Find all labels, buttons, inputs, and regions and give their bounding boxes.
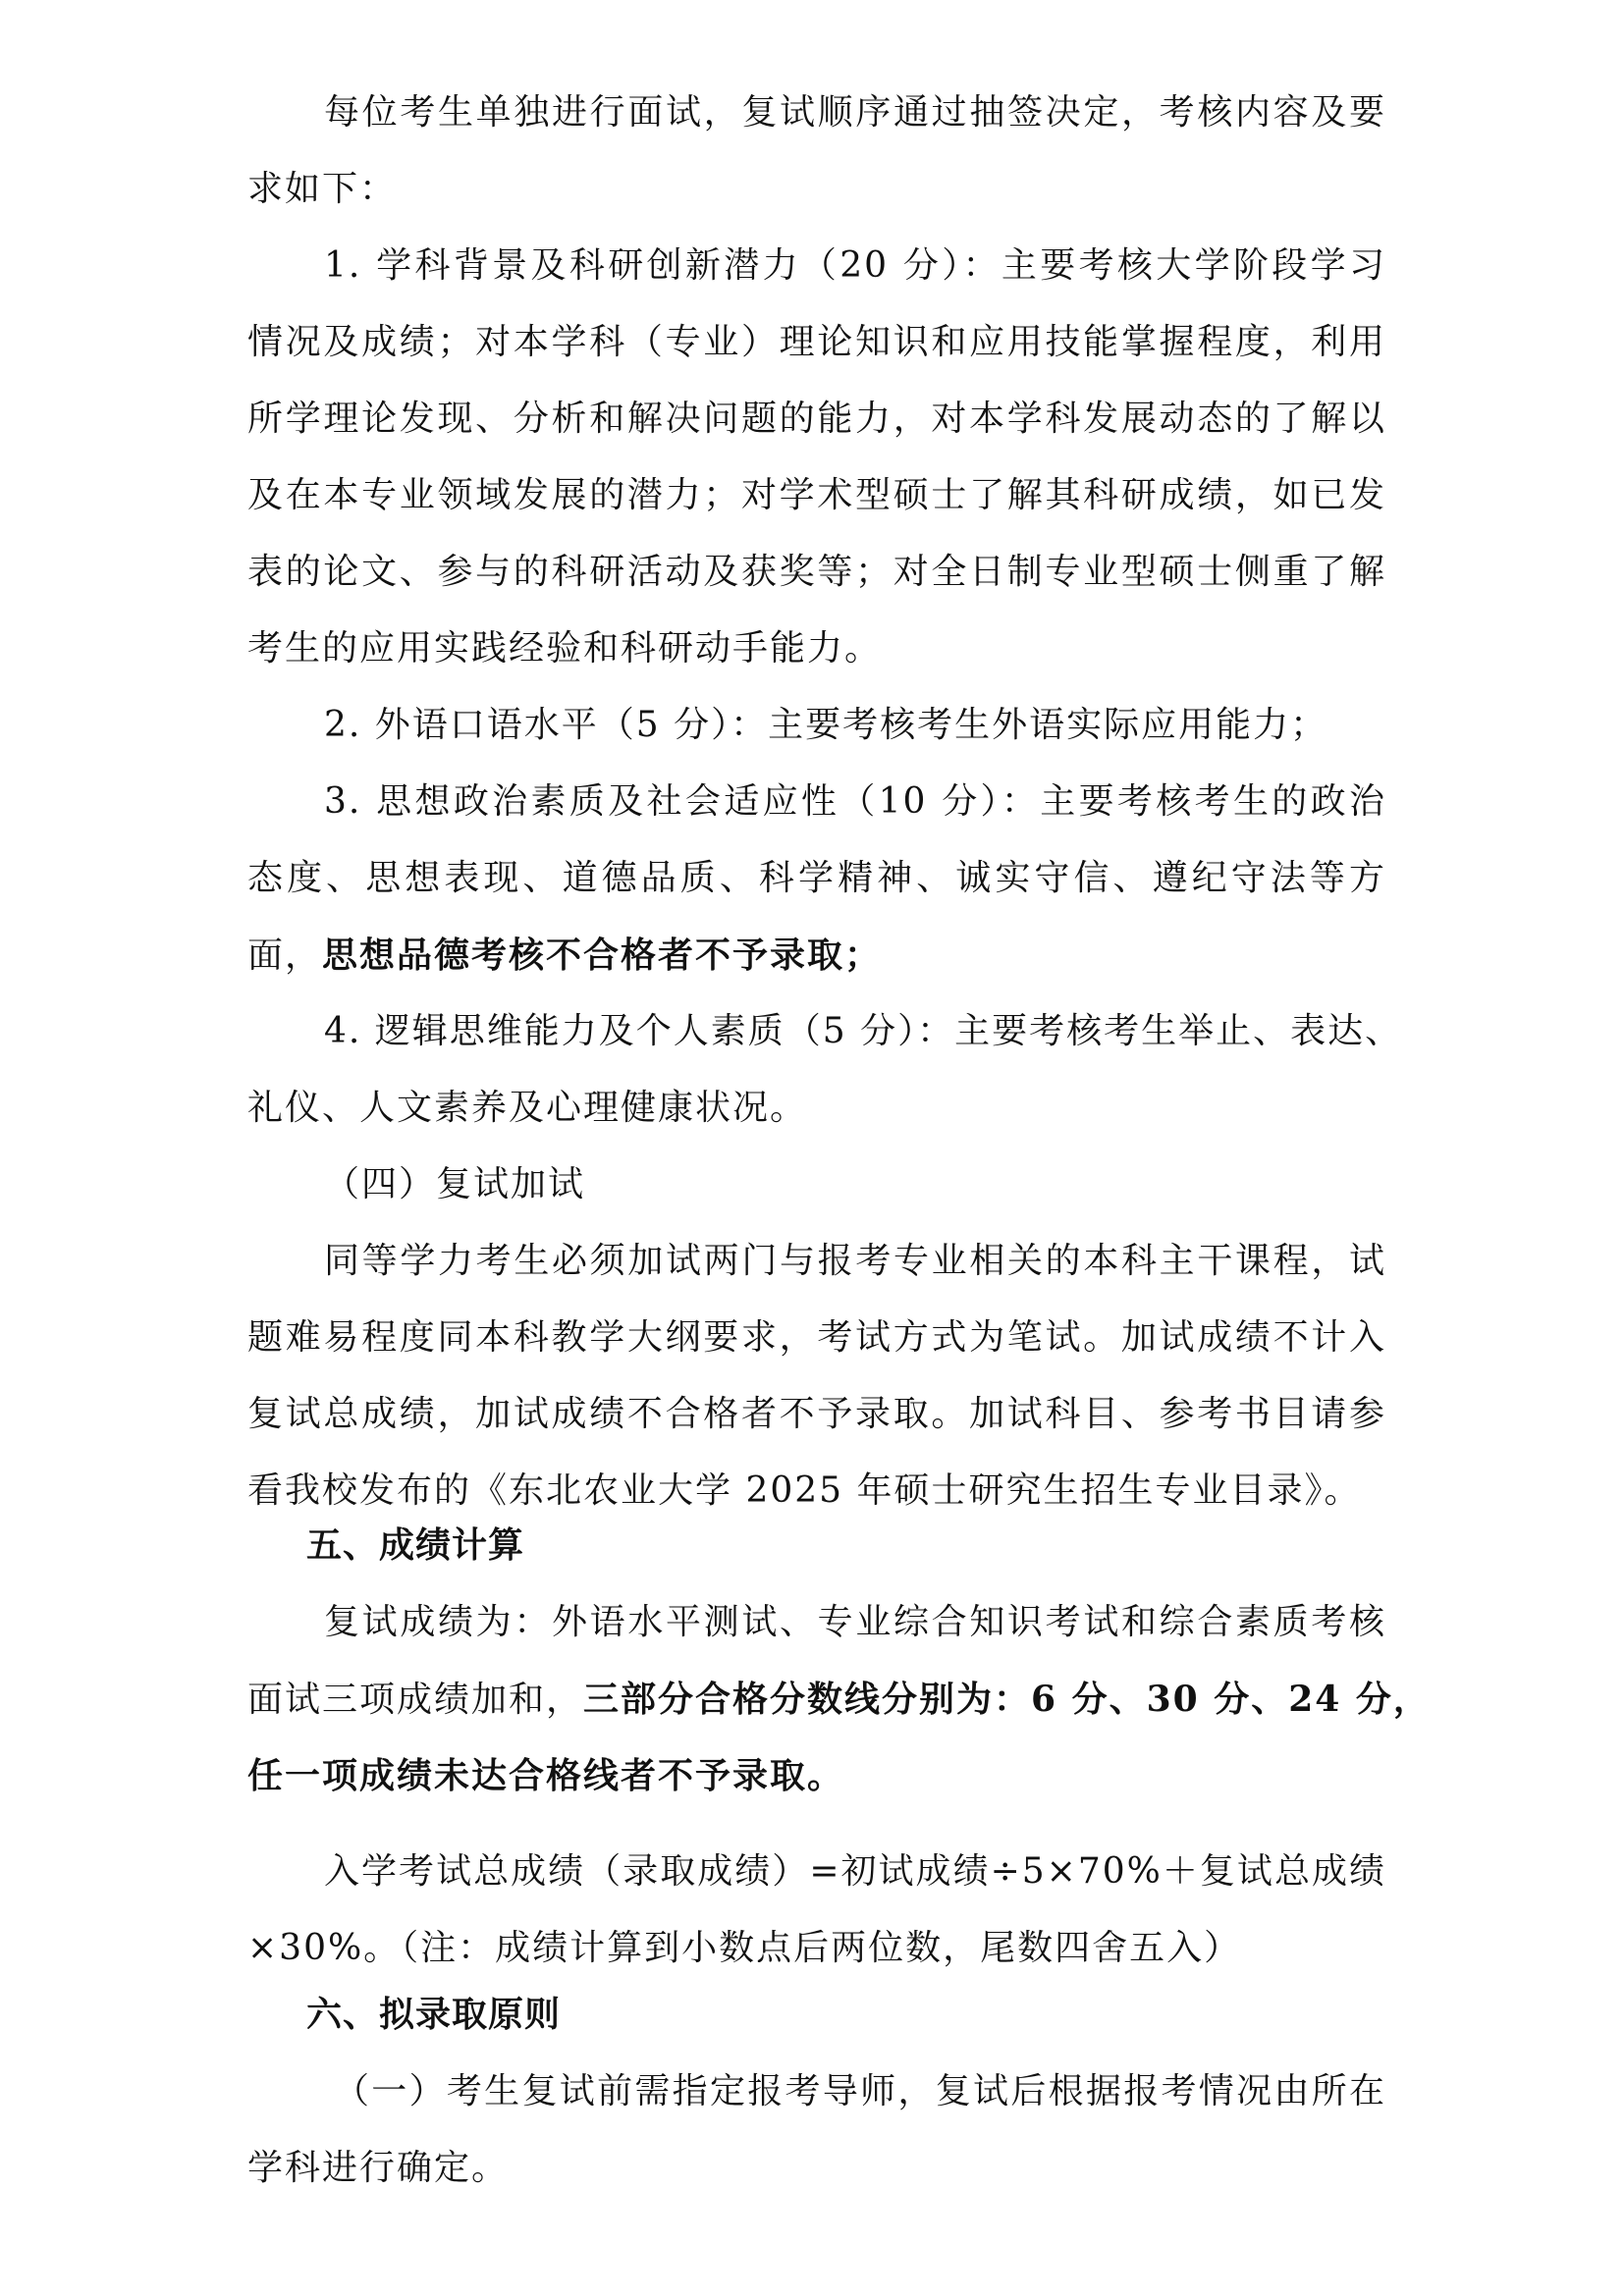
sub4-line-2: 题难易程度同本科教学大纲要求，考试方式为笔试。加试成绩不计入 [247,1317,1386,1358]
sub4-line-4: 看我校发布的《东北农业大学 2025 年硕士研究生招生专业目录》。 [247,1470,1362,1511]
sub4-line-1: 同等学力考生必须加试两门与报考专业相关的本科主干课程，试 [324,1241,1386,1281]
sec5-line-2 [247,1678,1431,1722]
item1-line-2: 情况及成绩；对本学科（专业）理论知识和应用技能掌握程度，利用 [247,322,1386,362]
item1-line-4: 及在本专业领域发展的潜力；对学术型硕士了解其科研成绩，如已发 [247,475,1386,515]
sec5-line-2-bold: 三部分合格分数线分别为：6 分、30 分、24 分， [583,1679,1431,1720]
item3-line-1: 3. 思想政治素质及社会适应性（10 分）：主要考核考生的政治 [324,781,1386,822]
item2-line: 2. 外语口语水平（5 分）：主要考核考生外语实际应用能力； [324,705,1328,745]
item1-line-5: 表的论文、参与的科研活动及获奖等；对全日制专业型硕士侧重了解 [247,552,1386,592]
sec6-item1-line-2: 学科进行确定。 [247,2148,510,2188]
item1-line-1: 1. 学科背景及科研创新潜力（20 分）：主要考核大学阶段学习 [324,245,1386,286]
formula-line-1: 入学考试总成绩（录取成绩）=初试成绩÷5×70%＋复试总成绩 [324,1851,1386,1892]
sub4-heading: （四）复试加试 [324,1164,586,1204]
item1-line-6: 考生的应用实践经验和科研动手能力。 [247,628,883,668]
formula-line-2: ×30%。（注：成绩计算到小数点后两位数，尾数四舍五入） [247,1928,1242,1968]
sec5-line-3: 任一项成绩未达合格线者不予录取。 [247,1755,845,1796]
intro-line-2: 求如下： [247,169,398,209]
sec5-heading: 五、成绩计算 [306,1525,525,1566]
sec5-line-2-plain: 面试三项成绩加和， [247,1680,584,1720]
item3-line-2: 态度、思想表现、道德品质、科学精神、诚实守信、遵纪守法等方 [247,858,1386,898]
item1-line-3: 所学理论发现、分析和解决问题的能力，对本学科发展动态的了解以 [247,399,1386,439]
item3-line-3 [247,934,1386,978]
intro-line-1: 每位考生单独进行面试，复试顺序通过抽签决定，考核内容及要 [324,92,1386,133]
sub4-line-3: 复试总成绩，加试成绩不合格者不予录取。加试科目、参考书目请参 [247,1394,1386,1434]
sec5-line-1: 复试成绩为：外语水平测试、专业综合知识考试和综合素质考核 [324,1602,1386,1642]
sec6-item1-line-1: （一）考生复试前需指定报考导师，复试后根据报考情况由所在 [334,2071,1386,2111]
item4-line-2: 礼仪、人文素养及心理健康状况。 [247,1088,808,1128]
item4-line-1: 4. 逻辑思维能力及个人素质（5 分）：主要考核考生举止、表达、 [324,1011,1403,1051]
item3-last-plain: 面， [247,935,323,976]
item3-last-bold: 思想品德考核不合格者不予录取； [322,934,883,976]
sec6-heading: 六、拟录取原则 [306,1995,562,2035]
